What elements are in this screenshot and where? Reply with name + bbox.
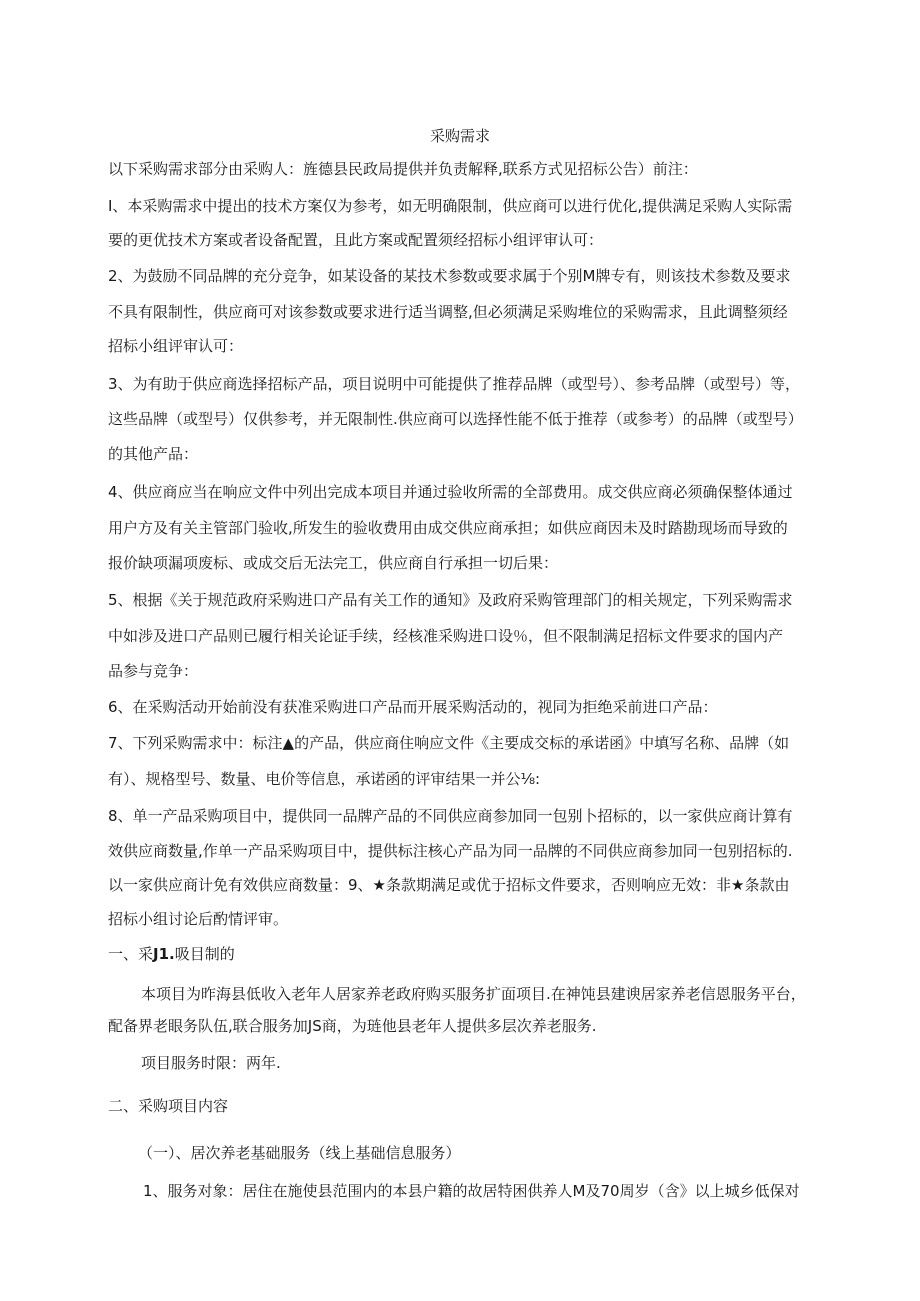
- body-line: 以一家供应商计免有效供应商数量：9、★条款期满足或优于招标文件要求，否则响应无效：非★条款由: [108, 876, 790, 894]
- body-line: 要的更优技术方案或者设备配置，且此方案或配置须经招标小组评审认可：: [108, 231, 604, 249]
- section-suffix: 吸目制的: [174, 945, 235, 963]
- body-line: 5、根据《关于规范政府采购进口产品有关工作的通知》及政府采购管理部门的相关规定，下列采购需求: [108, 591, 793, 609]
- intro-line: 以下采购需求部分由采购人：旌德县民政局提供并负责解释,联系方式见招标公告）前注：: [108, 160, 698, 178]
- subsection-heading: （一）、居次养老基础服务（线上基础信息服务）: [138, 1144, 461, 1162]
- body-line: 不具有限制性，供应商可对该参数或要求进行适当调整,但必须满足采购堆位的采购需求，且此调整须经: [108, 303, 788, 321]
- project-paragraph-line: 本项目为昨海县低收入老年人居家养老政府购买服务扩面项目.在神饨县建谀居家养老信恩服务平台，: [141, 985, 806, 1003]
- body-line: 6、在采购活动开始前没有获准采购进口产品而开展采购活动的，视同为拒绝采前进口产品：: [108, 698, 718, 716]
- section-heading: 二、采购项目内容: [108, 1097, 229, 1115]
- body-line: 品参与竞争：: [108, 662, 199, 680]
- section-bold: J1.: [153, 945, 175, 963]
- body-line: 中如涉及进口产品则已履行相关论证手续，经核准采购进口设％，但不限制满足招标文件要求的国内产: [108, 627, 784, 645]
- section-heading: [108, 944, 235, 964]
- body-line: 用户方及有关主管部门验收,所发生的验收费用由成交供应商承担；如供应商因未及时踏勘现场而导致的: [108, 519, 788, 537]
- body-line: 8、单一产品采购项目中，提供同一品牌产品的不同供应商参加同一包别卜招标的，以一家供应商计算有: [108, 807, 793, 825]
- body-line: 招标小组讨论后酌情评审。: [108, 910, 289, 928]
- body-line: 这些品牌（或型号）仅供参考，并无限制性.供应商可以选择性能不低于推荐（或参考）的品牌（或型号）: [108, 410, 803, 428]
- body-line: 效供应商数量,作单一产品采购项目中，提供标注核心产品为同一品牌的不同供应商参加同一包别招标的.: [108, 842, 793, 860]
- body-line: 的其他产品：: [108, 445, 199, 463]
- body-line: 报价缺项漏项废标、或成交后无法完工，供应商自行承担一切后果：: [108, 554, 559, 572]
- body-line: 招标小组评审认可：: [108, 337, 244, 355]
- section-prefix: 一、采: [108, 945, 154, 963]
- body-line: 3、为有助于供应商选择招标产品，项目说明中可能提供了推荐品牌（或型号）、参考品牌（或型号）等，: [108, 375, 801, 393]
- body-line: I、本采购需求中提出的技术方案仅为参考，如无明确限制，供应商可以进行优化,提供满足采购人实际需: [108, 197, 793, 215]
- body-line: 4、供应商应当在响应文件中列出完成本项目并通过验收所需的全部费用。成交供应商必须确保整体通过: [108, 483, 793, 501]
- document-title: 采购需求: [429, 127, 490, 145]
- body-line: 有）、规格型号、数量、电价等信息，承诺函的评审结果一并公⅛:: [108, 770, 541, 788]
- body-line: 2、为鼓励不同品牌的充分竞争，如某设备的某技术参数或要求属于个别M牌专有，则该技术参数及要求: [108, 267, 791, 285]
- service-duration: 项目服务时限：两年.: [141, 1054, 281, 1072]
- project-paragraph-line: 配备界老眼务队伍,联合服务加JS商，为琏他县老年人提供多层次养老服务.: [108, 1017, 597, 1035]
- service-item: 1、服务对象：居住在施使县范围内的本县户籍的故居特困供养人M及70周岁（含》以上城乡低保对: [143, 1182, 800, 1200]
- body-line: 7、下列采购需求中：标注▲的产品，供应商住响应文件《主要成交标的承诺函》中填写名称、品牌（如: [108, 734, 790, 752]
